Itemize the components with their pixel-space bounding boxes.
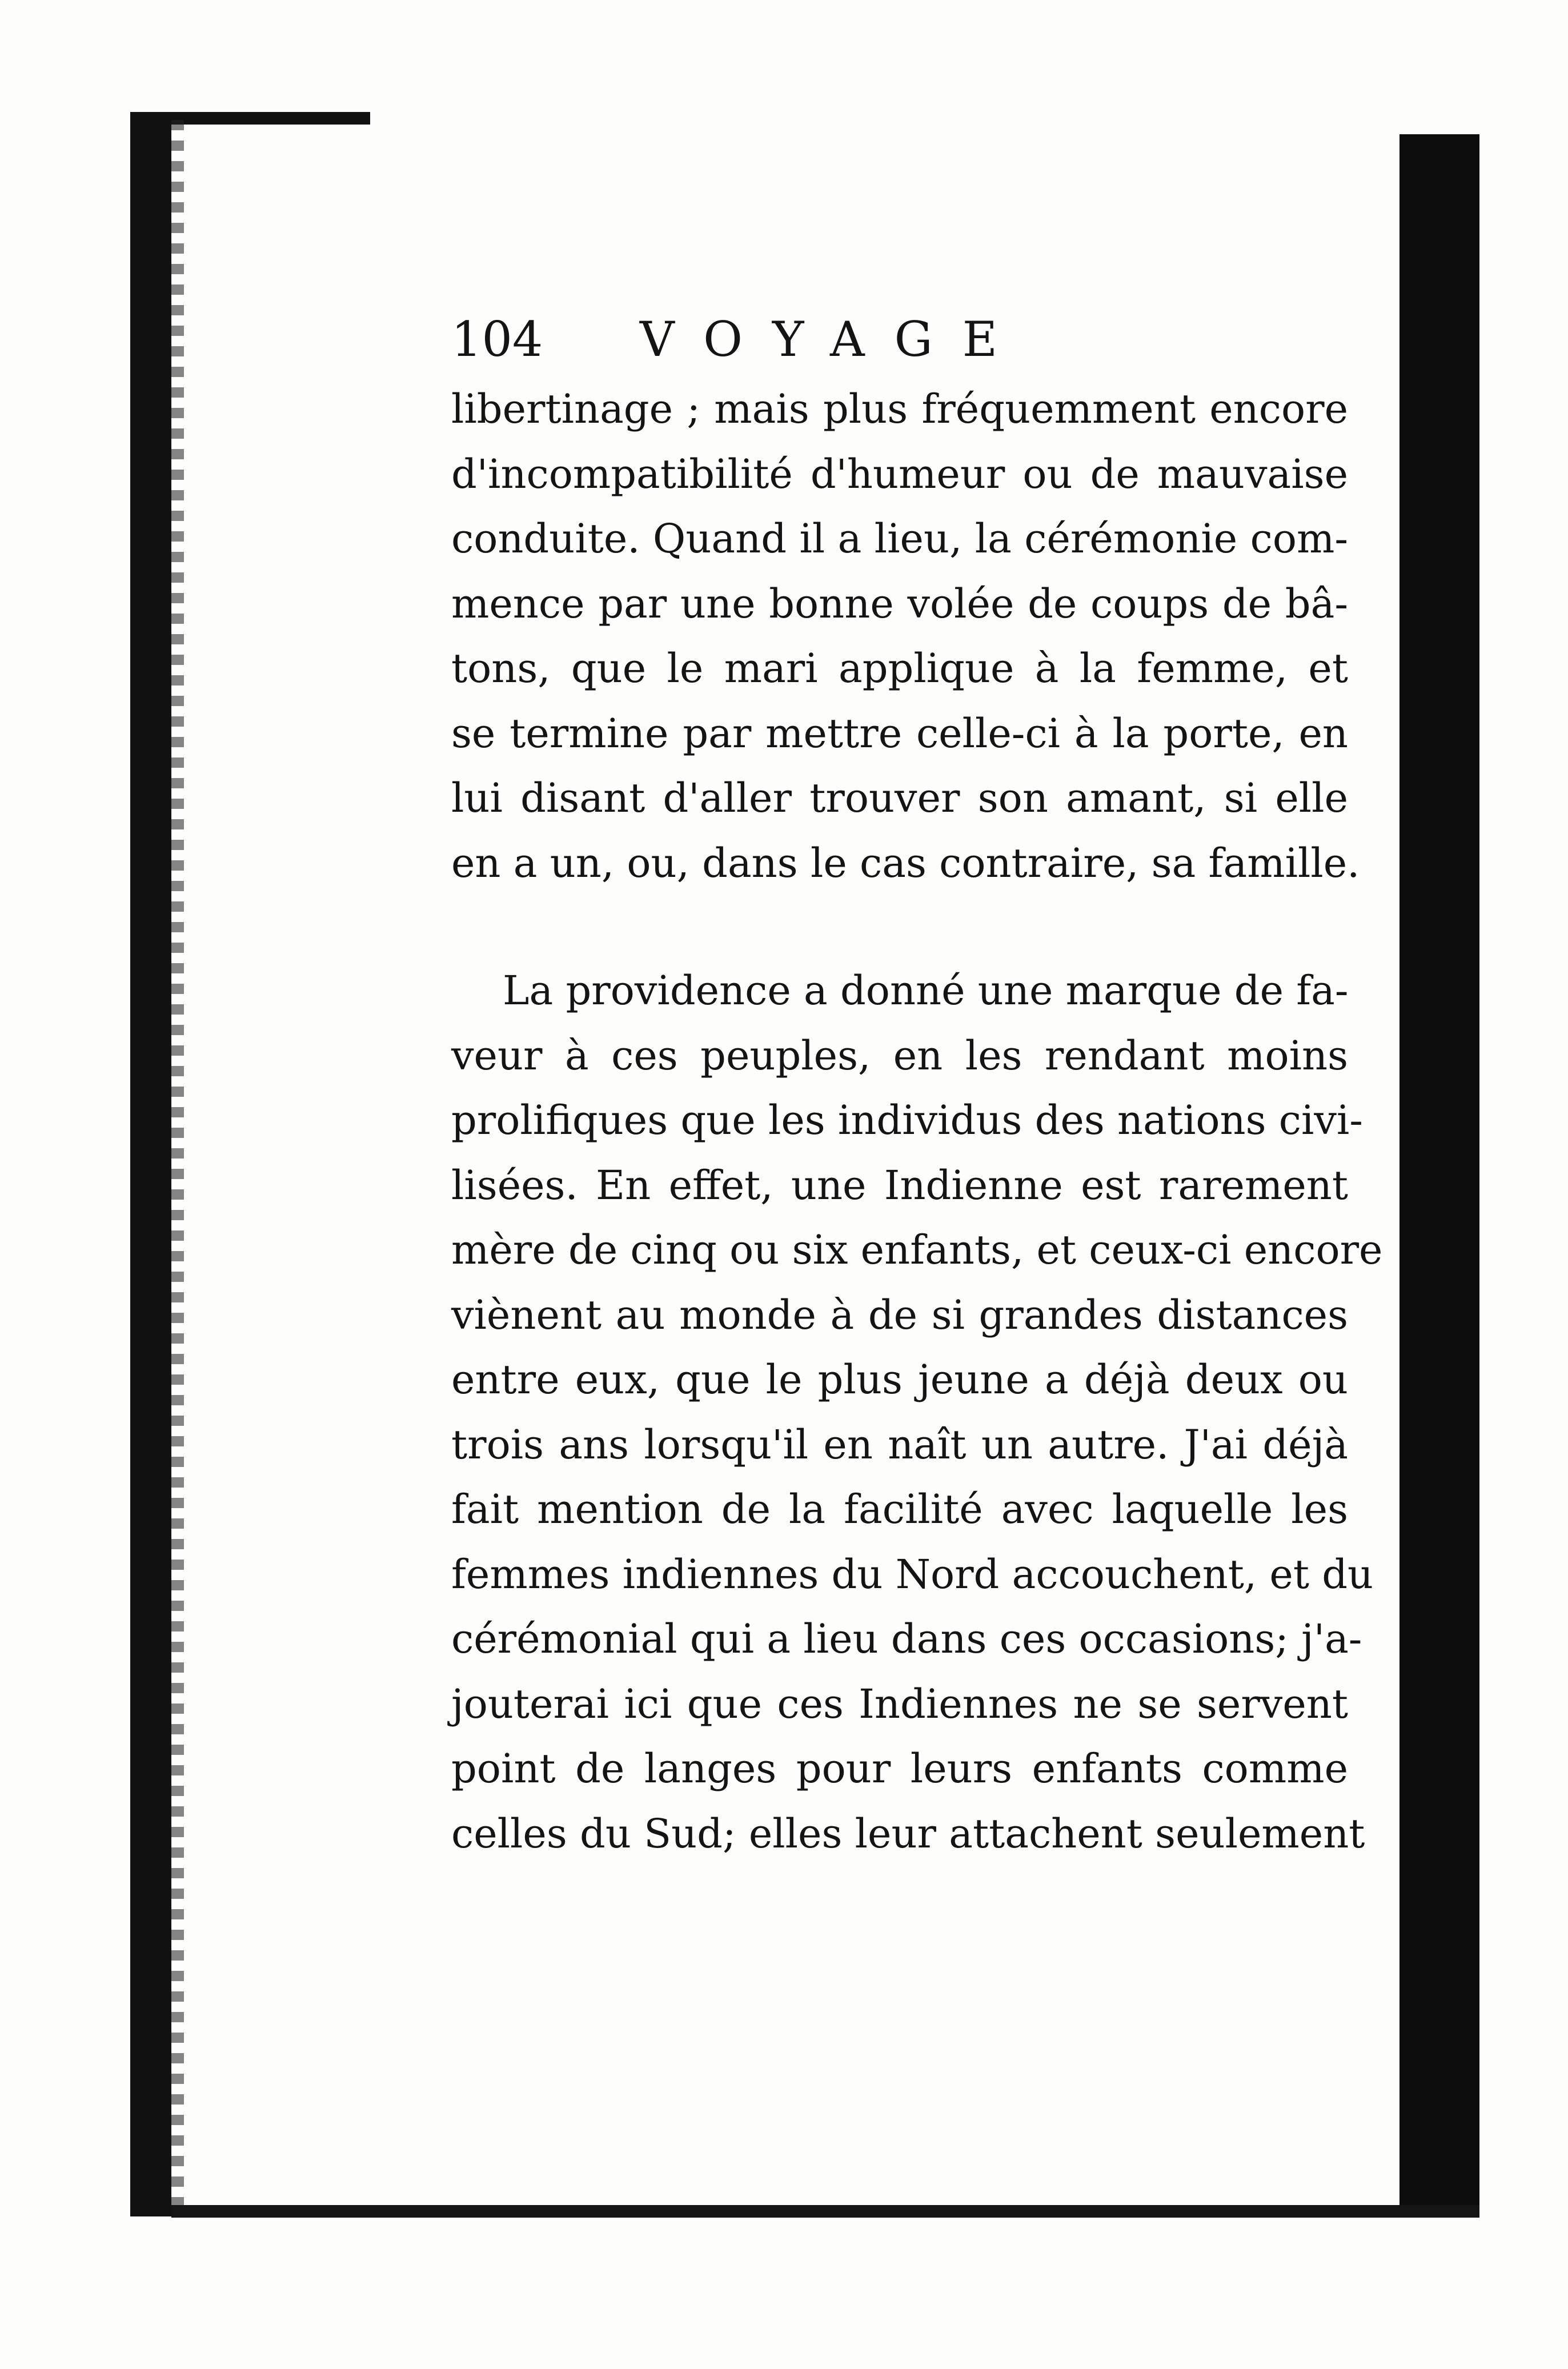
text-line: lui disant d'aller trouver son amant, si elle [451, 775, 1348, 821]
text-line: jouterai ici que ces Indiennes ne se servent [451, 1680, 1348, 1727]
page-text [451, 311, 1383, 1866]
text-line: trois ans lorsqu'il en naît un autre. J'ai déjà [451, 1421, 1348, 1468]
running-header [451, 311, 1348, 374]
page-edge-right [1399, 134, 1479, 2208]
paragraph-1 [451, 377, 1360, 896]
text-line: femmes indiennes du Nord accouchent, et du [451, 1550, 1374, 1598]
text-line: se termine par mettre celle-ci à la porte, en [451, 710, 1348, 757]
text-line: point de langes pour leurs enfants comme [451, 1745, 1348, 1792]
text-line: viènent au monde à de si grandes distances [451, 1291, 1348, 1338]
text-line: La providence a donné une marque de fa- [503, 967, 1349, 1014]
text-line: libertinage ; mais plus fréquemment encore [451, 386, 1348, 432]
text-line: d'incompatibilité d'humeur ou de mauvaise [451, 450, 1348, 498]
page-edge-bottom [171, 2205, 1479, 2218]
text-line: tons, que le mari applique à la femme, et [451, 645, 1348, 692]
page-edge-left [130, 114, 171, 2216]
paragraph-gap [451, 896, 1348, 959]
text-line: en a un, ou, dans le cas contraire, sa famille. [451, 839, 1360, 887]
text-line: cérémonial qui a lieu dans ces occasions; j'a- [451, 1616, 1362, 1662]
text-line: veur à ces peuples, en les rendant moins [451, 1032, 1348, 1079]
page-edge-left-shadow [171, 120, 184, 2211]
text-line: mence par une bonne volée de coups de bâ- [451, 580, 1348, 627]
text-line: mère de cinq ou six enfants, et ceux-ci encore [451, 1226, 1383, 1273]
paragraph-2 [451, 959, 1383, 1866]
text-line: fait mention de la facilité avec laquelle les [451, 1486, 1348, 1533]
text-line: conduite. Quand il a lieu, la cérémonie com- [451, 515, 1348, 562]
text-line: prolifiques que les individus des nations civi- [451, 1097, 1363, 1144]
page-number: 104 [451, 311, 543, 367]
running-title: VOYAGE [640, 311, 1028, 367]
text-line: entre eux, que le plus jeune a déjà deux ou [451, 1356, 1348, 1403]
text-line: lisées. En effet, une Indienne est rarement [451, 1161, 1348, 1209]
text-line: celles du Sud; elles leur attachent seulement [451, 1810, 1365, 1857]
